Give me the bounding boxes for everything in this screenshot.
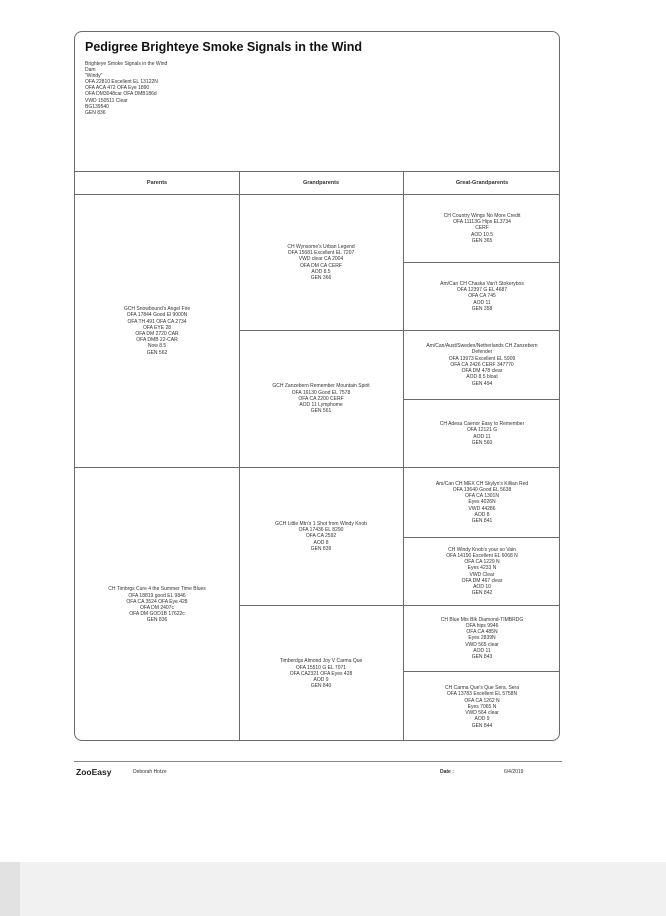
cell-line: CH Timbrgs Cure 4 the Summer Time Blues [108,586,206,593]
dog-detail-line: OFA DM3048car OFA DMB186d [85,91,157,98]
cell-line: GEN 836 [146,617,168,624]
great-grandparent-5 [403,468,560,537]
cell-line: AOD 8.5 [311,268,331,275]
cell-line: GEN 561 [310,408,332,415]
dog-details [85,61,167,116]
cell-line: OFA DM 2720 CAR [135,331,179,337]
footer-owner: Deborah Hotze [133,769,167,775]
cell-line: CH Adesa Caenor Easy to Remember [439,421,525,428]
dog-detail-line: Dam [85,67,96,74]
cell-line: Eyes 4233 N [467,565,497,572]
cell-line: GEN 366 [310,274,332,281]
cell-line: OFA DM CA CERF [300,262,342,269]
cell-line: VWD 565 clear [465,641,499,648]
cell-line: OFA 13973 Excellent EL 5909 [448,355,516,362]
cell-line: Am/Can/Aust/Sweden/Netherlands CH Zanzebern [426,343,538,350]
cell-line: AOD 10 [473,583,491,590]
dog-detail-line: BG139540 [85,103,109,110]
cell-line: OFA CA 1262 N [464,697,500,704]
cell-line: AOD 11 [473,647,491,654]
great-grandparent-1 [403,195,560,262]
great-grandparent-2 [403,263,560,330]
cell-line: VWD clear CA 2004 [298,256,344,263]
grandparent-2 [239,331,403,467]
parent-dam [75,468,239,741]
parent-sire [75,195,239,467]
cell-line: AOD 8 [474,511,490,518]
great-grandparent-6 [403,538,560,605]
cell-line: OFA DMB 22-CAR [136,337,178,344]
cell-line: GEN 560 [471,439,493,446]
cell-line: OFA CA 1301N [465,493,499,500]
cell-line: AOD 9 [313,677,329,684]
cell-line: GEN 494 [471,380,493,387]
cell-line: VWD 564 clear [465,710,499,717]
cell-line: OFA 18819 good EL 9846 [128,592,186,599]
cell-line: GEN 840 [310,683,332,690]
footer-brand: ZooEasy [76,767,112,777]
cell-line: Now 8.5 [147,343,167,350]
cell-line: AOD 9 [474,716,490,723]
cell-line: AOD 8.5 bloat [466,374,498,381]
dog-detail-line: VWD 150511 Clear [85,97,128,104]
footer-date: 6/4/2019 [504,769,524,775]
footer-date-label: Date : [440,769,454,775]
cell-line: Timberdgs Almond Joy V Carma Que [279,658,363,665]
cell-line: CERF [475,225,489,232]
dog-detail-line: "Windy" [85,73,103,80]
cell-line: OFA 12121 G [466,427,498,434]
cell-line: OFA CA 485N [466,629,498,636]
cell-line: GEN 358 [471,305,493,312]
great-grandparent-3 [403,331,560,399]
cell-line: OFA CA 2592 [305,533,337,540]
cell-line: AOD 11 [473,433,491,440]
footer-divider [74,761,562,762]
cell-line: GEN 843 [471,654,493,660]
cell-line: OFA CA2321 OFA Eyes 428 [289,670,353,677]
cell-line: Defender [471,349,493,356]
cell-line: OFA 16130 Good EL 7578 [291,389,351,396]
dog-detail-line: OFA ACA 472 OFA Eye 1890 [85,85,150,92]
dog-detail-line: OFA 22810 Excellent EL 13122N [85,79,158,86]
cell-line: OFA 12397 G EL 4687 [456,287,508,294]
cell-line: OFA 14190 Excellent EL 6068 N [446,552,518,559]
page-title: Pedigree Brighteye Smoke Signals in the Wind [85,40,363,54]
grandparent-1 [239,195,403,330]
cell-line: OFA CA 3524 OFA Eye 428 [126,598,188,605]
cell-line: AOD 11 [473,299,491,306]
cell-line: OFA DM 478 clear [461,368,503,375]
cell-line: VWD Clear [469,571,495,578]
cell-line: OFA DM 2407c [140,605,174,611]
cell-line: Eyes 7065 N [467,703,497,710]
great-grandparent-4 [403,400,560,467]
cell-line: OFA CA 1229 N [464,559,500,566]
cell-line: OFA 11113G Hips EL3734 [453,219,511,226]
cell-line: CH Wynsome's Urban Legend [287,243,355,250]
cell-line: Eyes 2839N [468,635,496,642]
cell-line: AOD 10.5 [471,231,493,238]
great-grandparent-7 [403,606,560,671]
cell-line: GEN 841 [471,518,493,524]
cell-line: Eyes 4026N [468,499,496,506]
cell-line: GCH Snowbound's Angel Fire [123,306,191,313]
cell-line: VWD 44286 [468,505,496,512]
great-grandparent-8 [403,672,560,741]
cell-line: OFA 15681 Excellent EL 7207 [287,250,355,257]
cell-line: CH Carma Que's Que Sera, Sera [444,685,520,692]
cell-line: GEN 844 [471,722,493,729]
cell-line: CH Blue Mts Blk Diamond-TIMBRDG [440,616,524,623]
cell-line: Am/Can CH Chaska Van't Stokerybos [440,280,524,287]
cell-line: Am/Can CH MEX CH Skylyn's Killian Red [435,480,529,487]
cell-line: OFA 15510 G EL 7071 [295,664,347,671]
cell-line: OFA CA 745 [468,293,496,300]
cell-line: OFA 13640 Good EL 5638 [452,486,512,493]
cell-line: OFA DM 467 clear [461,577,503,584]
column-header-parents: Parents [75,172,239,195]
column-header-grandparents: Grandparents [239,172,403,195]
cell-line: AOD 11 Lymphome [299,402,343,409]
pedigree-frame [74,31,560,741]
cell-line: CH Country Wings No More Credit [443,212,521,219]
scan-edge [0,862,20,916]
cell-line: OFA 17436 EL 8290 [298,527,344,534]
scan-margin [0,862,666,916]
grandparent-3 [239,468,403,605]
dog-detail-line: GEN 836 [85,109,106,116]
cell-line: GEN 365 [471,237,493,244]
cell-line: AOD 8 [313,539,329,546]
pedigree-header [75,32,559,172]
cell-line: OFA 17844 Good El 9000N [126,312,188,319]
dog-detail-line: Brighteye Smoke Signals in the Wind [85,61,168,67]
cell-line: OFA EYE 28 [142,324,172,331]
cell-line: OFA DM GOD1B 17622c [129,611,185,618]
cell-line: OFA 13783 Excellent EL 5758N [446,691,518,698]
cell-line: OFA CA 2200 CERF [298,395,344,402]
cell-line: CH Windy Knob's your so Vain [448,546,516,553]
cell-line: GCH Little Mtn's 1 Shot from Windy Knob [275,520,367,527]
cell-line: GEN 562 [146,349,168,356]
cell-line: GEN 839 [310,545,332,552]
cell-line: OFA hips 9946 [465,622,499,629]
cell-line: OFA CA 2426 CERF 347770 [450,361,514,368]
grandparent-4 [239,606,403,741]
cell-line: GCH Zanzebern Remember Mountain Spirit [272,383,370,390]
column-header-great-grandparents: Great-Grandparents [403,172,560,195]
cell-line: OFA TH 491 OFA CA 2734 [127,318,187,325]
cell-line: GEN 842 [471,590,493,597]
